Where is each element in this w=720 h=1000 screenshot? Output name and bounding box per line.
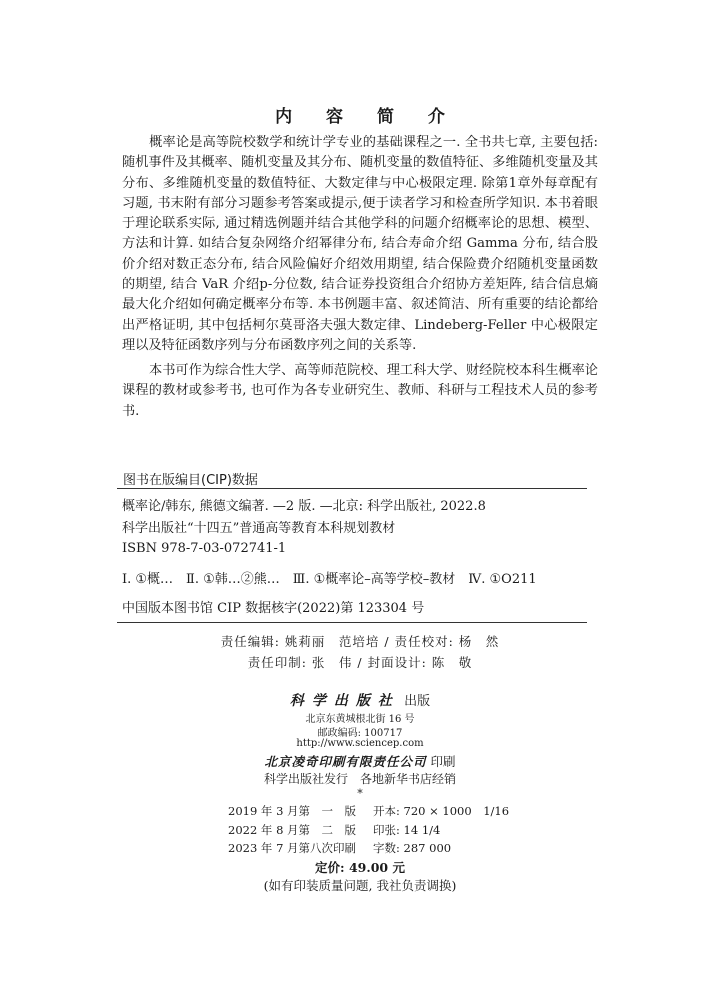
separator-star: * — [357, 787, 363, 800]
word-count: 字数: 287 000 — [373, 841, 452, 855]
printer-action: 印刷 — [430, 754, 456, 769]
quality-notice: (如有印装质量问题, 我社负责调换) — [263, 878, 457, 893]
summary-paragraph-1-text: 概率论是高等院校数学和统计学专业的基础课程之一. 全书共七章, 主要包括: 随机事件及其概率、随机变量及其分布、随机变量的数值特征、多维随机变量及其分布、多维随机变量的数值特征、大数定律与中心极限定理. 除第1章外每章配有习题, 书末附有部分习题参考答案或提示,便于读者学习和检查所学知识. 本书着眼于理论联系实际, 通过精选例题并结合其他学科的问题介绍概率论的思想、模型、方法和计算. 如结合复杂网络介绍幂律分布, 结合寿命介绍 Gamma 分布, 结合股价介绍对数正态分布, 结合风险偏好介绍效用期望, 结合保险费介绍随机变量函数的期望, 结合 VaR 介绍p-分位数, 结合证券投资组合介绍协方差矩阵, 结合信息熵最大化介绍如何确定概率分布等. 本书例题丰富、叙述简洁、所有重要的结论都给出严格证明, 其中包括柯尔莫哥洛夫强大数定律、Lindeberg-Feller 中心极限定理以及特征函数序列与分布函数序列之间的关系等. — [122, 135, 598, 353]
distribution-line: 科学出版社发行 各地新华书店经销 — [263, 772, 456, 786]
publisher-url: http://www.sciencep.com — [296, 738, 424, 749]
edition-second-date: 2022 年 8 月第 二 版 — [228, 823, 357, 837]
printing-date: 2023 年 7 月第八次印刷 — [228, 841, 357, 855]
publisher-action: 出版 — [404, 694, 431, 709]
cip-bottom-rule — [117, 622, 587, 623]
edition-first-date: 2019 年 3 月第 一 版 — [228, 804, 357, 818]
printer-line — [0, 752, 720, 770]
staff-editors: 责任编辑: 姚莉丽 范培培 / 责任校对: 杨 然 — [220, 634, 500, 649]
edition-row-1 — [228, 803, 509, 819]
summary-paragraph-2-text: 本书可作为综合性大学、高等师范院校、理工科大学、财经院校本科生概率论课程的教材或参考书, 也可作为各专业研究生、教师、科研与工程技术人员的参考书. — [122, 363, 598, 419]
edition-row-3 — [228, 840, 451, 856]
publisher-line — [0, 690, 720, 710]
summary-title: 内 容 简 介 — [275, 107, 459, 127]
publisher-name: 科学出版社 — [289, 693, 400, 709]
cip-title: 图书在版编目(CIP)数据 — [123, 473, 258, 488]
cip-line-series: 科学出版社“十四五”普通高等教育本科规划教材 — [122, 521, 396, 536]
summary-paragraph-2 — [122, 361, 598, 422]
edition-row-2 — [228, 822, 440, 838]
price: 定价: 49.00 元 — [315, 860, 405, 875]
publisher-postcode: 邮政编码: 100717 — [317, 728, 403, 739]
cip-top-rule — [117, 488, 587, 489]
cip-classification: Ⅰ. ①概… Ⅱ. ①韩…②熊… Ⅲ. ①概率论–高等学校–教材 Ⅳ. ①O211 — [122, 572, 537, 587]
cip-line-bibliographic: 概率论/韩东, 熊德文编著. —2 版. —北京: 科学出版社, 2022.8 — [122, 499, 486, 514]
printer-name: 北京凌奇印刷有限责任公司 — [264, 754, 427, 769]
publisher-address: 北京东黄城根北街 16 号 — [305, 714, 415, 725]
staff-printing-design: 责任印制: 张 伟 / 封面设计: 陈 敬 — [247, 655, 473, 670]
print-sheets: 印张: 14 1/4 — [373, 823, 441, 837]
cip-record-number: 中国版本图书馆 CIP 数据核字(2022)第 123304 号 — [122, 601, 425, 616]
format-size: 开本: 720 × 1000 1/16 — [373, 804, 510, 818]
cip-isbn: ISBN 978-7-03-072741-1 — [122, 541, 287, 556]
summary-paragraph-1 — [122, 133, 598, 356]
